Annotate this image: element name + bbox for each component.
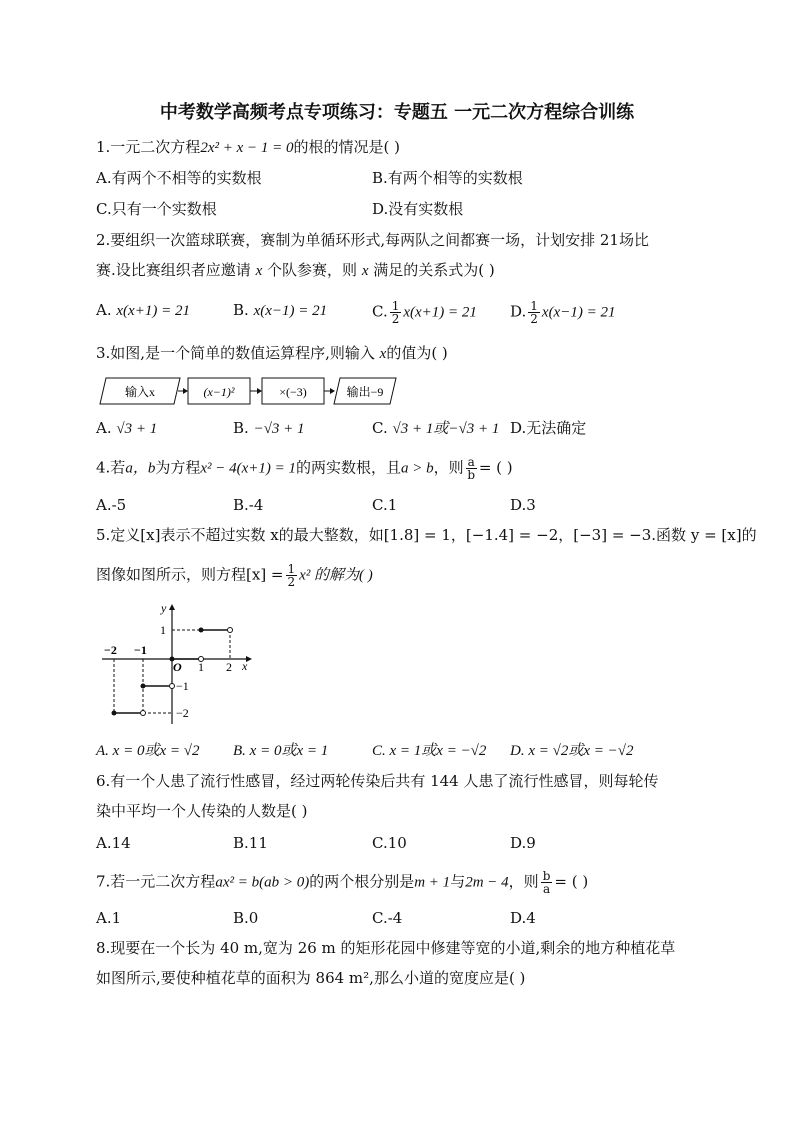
question-6-line-2: 染中平均一个人传染的人数是( ) (96, 802, 308, 820)
question-2-option-b: B. x(x−1) = 21 (233, 301, 328, 319)
question-4-option-c: C.1 (372, 496, 398, 514)
question-5-option-a: A. x = 0或x = √2 (96, 743, 200, 759)
question-7-stem: 7.若一元二次方程ax² = b(ab > 0)的两个根分别是m + 1与2m − 4，则 $\frac{b}{a}$ = ( ) (96, 869, 589, 896)
question-7-option-c: C.-4 (372, 909, 403, 927)
question-4-option-a: A.-5 (96, 496, 127, 514)
question-6-option-d: D.9 (510, 834, 536, 852)
question-6-option-a: A.14 (96, 834, 131, 852)
question-3-option-d: D.无法确定 (510, 419, 587, 437)
question-1-stem: 1.一元二次方程2x² + x − 1 = 0的根的情况是( ) (96, 138, 400, 156)
question-5-line-1: 5.定义[x]表示不超过实数 x的最大整数，如[1.8] = 1，[−1.4] = −2，[−3] = −3.函数 y = [x]的 (96, 526, 757, 544)
question-7-option-a: A.1 (96, 909, 122, 927)
question-8-line-1: 8.现要在一个长为 40 m,宽为 26 m 的矩形花园中修建等宽的小道,剩余的地方种植花草 (96, 939, 676, 957)
question-5-line-2: 图像如图所示，则方程[x] = $\frac{1}{2}$ x² 的解为( ) (96, 562, 373, 589)
question-8-line-2: 如图所示,要使种植花草的面积为 864 m²,那么小道的宽度应是( ) (96, 969, 526, 987)
question-1-option-b: B.有两个相等的实数根 (372, 169, 523, 187)
floor-function-graph (98, 600, 258, 730)
question-2-line-2: 赛.设比赛组织者应邀请 x 个队参赛，则 x 满足的关系式为( ) (96, 261, 495, 279)
arrow-head-icon (257, 388, 262, 394)
question-5-option-c: C. x = 1或x = −√2 (372, 743, 487, 759)
arrow-head-icon (183, 388, 188, 394)
question-1-option-d: D.没有实数根 (372, 200, 464, 218)
origin-label: O (173, 660, 182, 674)
question-4-option-d: D.3 (510, 496, 536, 514)
page-title: 中考数学高频考点专项练习：专题五 一元二次方程综合训练 (159, 102, 635, 123)
open-point (228, 628, 233, 633)
open-point (141, 711, 146, 716)
closed-point (112, 711, 117, 716)
question-3-option-b: B. −√3 + 1 (233, 419, 305, 437)
fraction: $\frac{1}{2}$ (530, 299, 538, 326)
closed-point (199, 628, 204, 633)
tick-label-x-1: 1 (198, 660, 204, 674)
question-1-option-a: A.有两个不相等的实数根 (96, 169, 262, 187)
question-4-option-b: B.-4 (233, 496, 264, 514)
question-3-stem: 3.如图,是一个简单的数值运算程序,则输入 x的值为( ) (96, 344, 448, 362)
flowchart (96, 374, 406, 410)
tick-label-x-minus1: −1 (134, 643, 147, 657)
question-7-option-b: B.0 (233, 909, 259, 927)
y-axis-arrow-icon (169, 604, 175, 610)
fraction: $\frac{b}{a}$ (542, 869, 551, 896)
closed-point (141, 684, 146, 689)
question-6-option-c: C.10 (372, 834, 407, 852)
flow-multiply-label: ×(−3) (279, 385, 307, 399)
open-point (170, 684, 175, 689)
question-4-stem: 4.若a，b为方程x² − 4(x+1) = 1的两实数根，且a > b，则 $\frac{a}{b}$ = ( ) (96, 455, 513, 482)
tick-label-x-2: 2 (226, 660, 232, 674)
question-1-option-c: C.只有一个实数根 (96, 200, 217, 218)
question-5-option-d: D. x = √2或x = −√2 (510, 743, 634, 759)
question-6-option-b: B.11 (233, 834, 268, 852)
tick-label-y-minus2: −2 (176, 706, 189, 720)
question-6-line-1: 6.有一个人患了流行性感冒，经过两轮传染后共有 144 人患了流行性感冒，则每轮传 (96, 772, 659, 790)
question-2-option-d: D. $\frac{1}{2}$ x(x−1) = 21 (510, 299, 616, 326)
fraction: $\frac{a}{b}$ (467, 455, 476, 482)
arrow-head-icon (330, 388, 335, 394)
x-axis-label: x (242, 659, 248, 673)
tick-label-y-1: 1 (160, 623, 166, 637)
flow-input-label: 输入x (124, 385, 156, 399)
question-5-option-b: B. x = 0或x = 1 (233, 743, 329, 759)
tick-label-y-minus1: −1 (176, 679, 189, 693)
question-2-option-c: C. $\frac{1}{2}$ x(x+1) = 21 (372, 299, 477, 326)
question-2-line-1: 2.要组织一次篮球联赛，赛制为单循环形式,每两队之间都赛一场，计划安排 21场比 (96, 231, 649, 249)
flow-square-label: (x−1)² (203, 385, 235, 399)
fraction: $\frac{1}{2}$ (287, 562, 296, 589)
y-axis-label: y (161, 601, 167, 615)
fraction: $\frac{1}{2}$ (391, 299, 400, 326)
question-3-option-c: C. √3 + 1或−√3 + 1 (372, 419, 500, 437)
question-2-option-a: A. x(x+1) = 21 (96, 301, 190, 319)
question-3-option-a: A. √3 + 1 (96, 419, 158, 437)
flow-output-label: 输出−9 (346, 385, 384, 399)
question-7-option-d: D.4 (510, 909, 536, 927)
tick-label-x-minus2: −2 (104, 643, 117, 657)
